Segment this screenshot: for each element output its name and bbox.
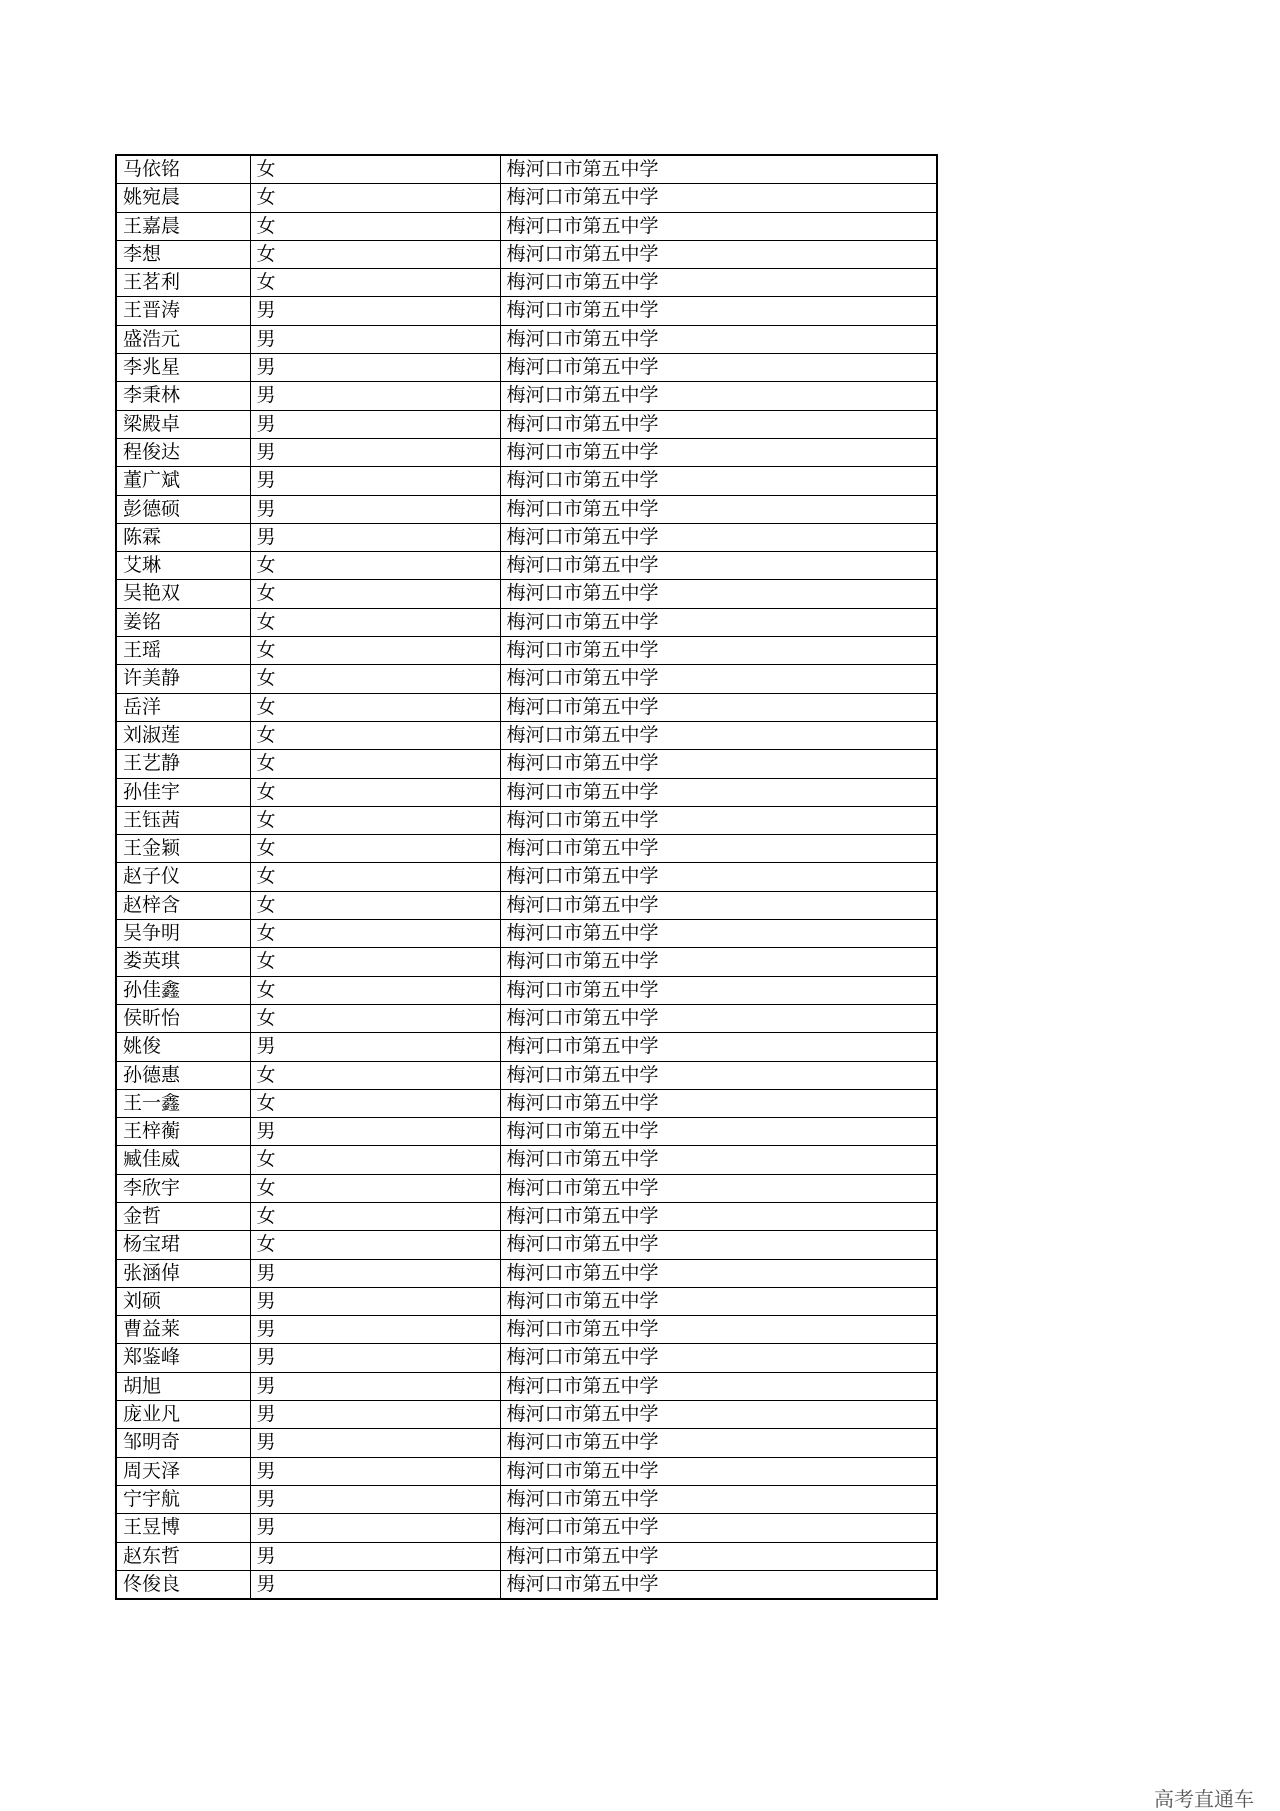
cell-name: 邹明奇 [116, 1429, 250, 1457]
cell-gender: 女 [250, 155, 500, 184]
roster-table [115, 154, 938, 1600]
cell-school: 梅河口市第五中学 [500, 1316, 937, 1344]
cell-name: 臧佳威 [116, 1146, 250, 1174]
cell-school: 梅河口市第五中学 [500, 1231, 937, 1259]
table-row [116, 269, 937, 297]
cell-school: 梅河口市第五中学 [500, 1570, 937, 1599]
table-row [116, 495, 937, 523]
cell-school: 梅河口市第五中学 [500, 693, 937, 721]
cell-school: 梅河口市第五中学 [500, 1061, 937, 1089]
cell-name: 陈霖 [116, 523, 250, 551]
cell-school: 梅河口市第五中学 [500, 269, 937, 297]
cell-school: 梅河口市第五中学 [500, 1542, 937, 1570]
cell-name: 孙佳宇 [116, 778, 250, 806]
table-row [116, 948, 937, 976]
cell-school: 梅河口市第五中学 [500, 240, 937, 268]
table-row [116, 863, 937, 891]
cell-name: 王金颖 [116, 835, 250, 863]
table-row [116, 891, 937, 919]
table-row [116, 1485, 937, 1513]
cell-gender: 男 [250, 354, 500, 382]
cell-name: 宁宇航 [116, 1485, 250, 1513]
cell-school: 梅河口市第五中学 [500, 1287, 937, 1315]
table-row [116, 354, 937, 382]
cell-name: 王茗利 [116, 269, 250, 297]
cell-school: 梅河口市第五中学 [500, 835, 937, 863]
cell-name: 赵东哲 [116, 1542, 250, 1570]
table-row [116, 1089, 937, 1117]
cell-school: 梅河口市第五中学 [500, 580, 937, 608]
cell-name: 胡旭 [116, 1372, 250, 1400]
cell-gender: 男 [250, 1259, 500, 1287]
cell-gender: 女 [250, 184, 500, 212]
cell-name: 李秉林 [116, 382, 250, 410]
cell-school: 梅河口市第五中学 [500, 297, 937, 325]
cell-school: 梅河口市第五中学 [500, 1259, 937, 1287]
cell-gender: 男 [250, 1316, 500, 1344]
cell-name: 赵梓含 [116, 891, 250, 919]
cell-name: 李兆星 [116, 354, 250, 382]
table-row [116, 1174, 937, 1202]
cell-name: 王梓蘅 [116, 1118, 250, 1146]
cell-gender: 男 [250, 1401, 500, 1429]
cell-gender: 男 [250, 325, 500, 353]
cell-name: 王艺静 [116, 750, 250, 778]
cell-school: 梅河口市第五中学 [500, 1202, 937, 1230]
cell-gender: 男 [250, 467, 500, 495]
cell-gender: 女 [250, 552, 500, 580]
cell-school: 梅河口市第五中学 [500, 354, 937, 382]
cell-name: 孙佳鑫 [116, 976, 250, 1004]
cell-school: 梅河口市第五中学 [500, 325, 937, 353]
cell-school: 梅河口市第五中学 [500, 1485, 937, 1513]
table-row [116, 1287, 937, 1315]
table-row [116, 184, 937, 212]
watermark: 高考直通车 [1154, 1787, 1254, 1811]
cell-name: 刘淑莲 [116, 721, 250, 749]
table-row [116, 1372, 937, 1400]
table-row [116, 806, 937, 834]
cell-gender: 女 [250, 835, 500, 863]
cell-name: 娄英琪 [116, 948, 250, 976]
cell-gender: 女 [250, 1202, 500, 1230]
cell-school: 梅河口市第五中学 [500, 438, 937, 466]
table-row [116, 1570, 937, 1599]
cell-school: 梅河口市第五中学 [500, 1514, 937, 1542]
cell-name: 吴争明 [116, 920, 250, 948]
cell-gender: 女 [250, 806, 500, 834]
table-row [116, 693, 937, 721]
cell-name: 李欣宇 [116, 1174, 250, 1202]
cell-gender: 女 [250, 1231, 500, 1259]
table-row [116, 467, 937, 495]
cell-gender: 女 [250, 778, 500, 806]
cell-name: 王昱博 [116, 1514, 250, 1542]
table-row [116, 410, 937, 438]
cell-gender: 女 [250, 1004, 500, 1032]
cell-gender: 男 [250, 1118, 500, 1146]
cell-gender: 女 [250, 240, 500, 268]
cell-gender: 男 [250, 410, 500, 438]
cell-name: 姚俊 [116, 1033, 250, 1061]
cell-gender: 女 [250, 269, 500, 297]
cell-name: 岳洋 [116, 693, 250, 721]
cell-gender: 男 [250, 1287, 500, 1315]
cell-gender: 男 [250, 1542, 500, 1570]
table-row [116, 240, 937, 268]
cell-school: 梅河口市第五中学 [500, 523, 937, 551]
cell-gender: 男 [250, 1344, 500, 1372]
table-row [116, 580, 937, 608]
table-row [116, 382, 937, 410]
cell-school: 梅河口市第五中学 [500, 1401, 937, 1429]
cell-name: 曹益莱 [116, 1316, 250, 1344]
cell-gender: 女 [250, 948, 500, 976]
cell-gender: 女 [250, 1146, 500, 1174]
cell-name: 王一鑫 [116, 1089, 250, 1117]
table-row [116, 1259, 937, 1287]
cell-name: 马依铭 [116, 155, 250, 184]
cell-school: 梅河口市第五中学 [500, 1118, 937, 1146]
cell-school: 梅河口市第五中学 [500, 665, 937, 693]
table-row [116, 778, 937, 806]
cell-gender: 女 [250, 608, 500, 636]
cell-name: 张涵倬 [116, 1259, 250, 1287]
cell-school: 梅河口市第五中学 [500, 1033, 937, 1061]
cell-name: 赵子仪 [116, 863, 250, 891]
cell-school: 梅河口市第五中学 [500, 891, 937, 919]
cell-gender: 女 [250, 637, 500, 665]
table-row [116, 1202, 937, 1230]
cell-school: 梅河口市第五中学 [500, 637, 937, 665]
table-row [116, 1401, 937, 1429]
cell-name: 盛浩元 [116, 325, 250, 353]
cell-gender: 男 [250, 1514, 500, 1542]
table-row [116, 1061, 937, 1089]
cell-gender: 女 [250, 891, 500, 919]
cell-school: 梅河口市第五中学 [500, 1457, 937, 1485]
table-row [116, 750, 937, 778]
cell-name: 艾琳 [116, 552, 250, 580]
cell-name: 程俊达 [116, 438, 250, 466]
table-row [116, 637, 937, 665]
table-row [116, 212, 937, 240]
cell-gender: 男 [250, 1485, 500, 1513]
roster-body [116, 155, 937, 1599]
cell-school: 梅河口市第五中学 [500, 1174, 937, 1202]
table-row [116, 665, 937, 693]
cell-school: 梅河口市第五中学 [500, 976, 937, 1004]
cell-gender: 女 [250, 1089, 500, 1117]
cell-name: 李想 [116, 240, 250, 268]
cell-school: 梅河口市第五中学 [500, 608, 937, 636]
cell-school: 梅河口市第五中学 [500, 721, 937, 749]
cell-school: 梅河口市第五中学 [500, 750, 937, 778]
cell-name: 梁殿卓 [116, 410, 250, 438]
cell-gender: 女 [250, 920, 500, 948]
cell-name: 刘硕 [116, 1287, 250, 1315]
table-row [116, 1542, 937, 1570]
cell-school: 梅河口市第五中学 [500, 778, 937, 806]
table-row [116, 1004, 937, 1032]
table-row [116, 297, 937, 325]
cell-name: 金哲 [116, 1202, 250, 1230]
table-row [116, 552, 937, 580]
cell-name: 彭德硕 [116, 495, 250, 523]
table-row [116, 155, 937, 184]
cell-gender: 男 [250, 1372, 500, 1400]
table-row [116, 1118, 937, 1146]
table-row [116, 976, 937, 1004]
cell-gender: 女 [250, 863, 500, 891]
cell-gender: 女 [250, 1174, 500, 1202]
cell-gender: 女 [250, 1061, 500, 1089]
cell-school: 梅河口市第五中学 [500, 155, 937, 184]
cell-name: 侯昕怡 [116, 1004, 250, 1032]
cell-school: 梅河口市第五中学 [500, 1089, 937, 1117]
cell-name: 王钰茜 [116, 806, 250, 834]
table-row [116, 920, 937, 948]
table-row [116, 1033, 937, 1061]
cell-name: 佟俊良 [116, 1570, 250, 1599]
cell-name: 孙德惠 [116, 1061, 250, 1089]
table-row [116, 438, 937, 466]
cell-school: 梅河口市第五中学 [500, 1372, 937, 1400]
table-row [116, 721, 937, 749]
cell-school: 梅河口市第五中学 [500, 948, 937, 976]
cell-gender: 女 [250, 212, 500, 240]
cell-school: 梅河口市第五中学 [500, 920, 937, 948]
table-row [116, 1316, 937, 1344]
cell-gender: 男 [250, 382, 500, 410]
cell-school: 梅河口市第五中学 [500, 410, 937, 438]
table-row [116, 325, 937, 353]
cell-school: 梅河口市第五中学 [500, 495, 937, 523]
cell-school: 梅河口市第五中学 [500, 184, 937, 212]
cell-name: 杨宝珺 [116, 1231, 250, 1259]
table-row [116, 835, 937, 863]
cell-school: 梅河口市第五中学 [500, 212, 937, 240]
cell-gender: 男 [250, 1429, 500, 1457]
cell-gender: 女 [250, 976, 500, 1004]
cell-name: 郑鉴峰 [116, 1344, 250, 1372]
cell-gender: 女 [250, 721, 500, 749]
cell-school: 梅河口市第五中学 [500, 1004, 937, 1032]
table-row [116, 1344, 937, 1372]
cell-gender: 女 [250, 665, 500, 693]
cell-school: 梅河口市第五中学 [500, 1344, 937, 1372]
cell-gender: 女 [250, 750, 500, 778]
cell-school: 梅河口市第五中学 [500, 467, 937, 495]
cell-name: 周天泽 [116, 1457, 250, 1485]
cell-school: 梅河口市第五中学 [500, 1429, 937, 1457]
table-row [116, 1146, 937, 1174]
cell-gender: 男 [250, 1457, 500, 1485]
cell-name: 董广斌 [116, 467, 250, 495]
table-row [116, 608, 937, 636]
cell-name: 王瑶 [116, 637, 250, 665]
cell-name: 吴艳双 [116, 580, 250, 608]
cell-gender: 男 [250, 438, 500, 466]
table-row [116, 523, 937, 551]
cell-school: 梅河口市第五中学 [500, 1146, 937, 1174]
cell-name: 王晋涛 [116, 297, 250, 325]
cell-school: 梅河口市第五中学 [500, 863, 937, 891]
cell-name: 姚宛晨 [116, 184, 250, 212]
cell-gender: 男 [250, 1570, 500, 1599]
cell-name: 姜铭 [116, 608, 250, 636]
cell-gender: 女 [250, 580, 500, 608]
table-row [116, 1514, 937, 1542]
cell-school: 梅河口市第五中学 [500, 382, 937, 410]
cell-gender: 男 [250, 297, 500, 325]
cell-gender: 男 [250, 523, 500, 551]
cell-name: 许美静 [116, 665, 250, 693]
table-row [116, 1231, 937, 1259]
cell-gender: 男 [250, 495, 500, 523]
cell-gender: 男 [250, 1033, 500, 1061]
cell-name: 庞业凡 [116, 1401, 250, 1429]
cell-name: 王嘉晨 [116, 212, 250, 240]
cell-gender: 女 [250, 693, 500, 721]
cell-school: 梅河口市第五中学 [500, 806, 937, 834]
table-row [116, 1457, 937, 1485]
cell-school: 梅河口市第五中学 [500, 552, 937, 580]
table-row [116, 1429, 937, 1457]
